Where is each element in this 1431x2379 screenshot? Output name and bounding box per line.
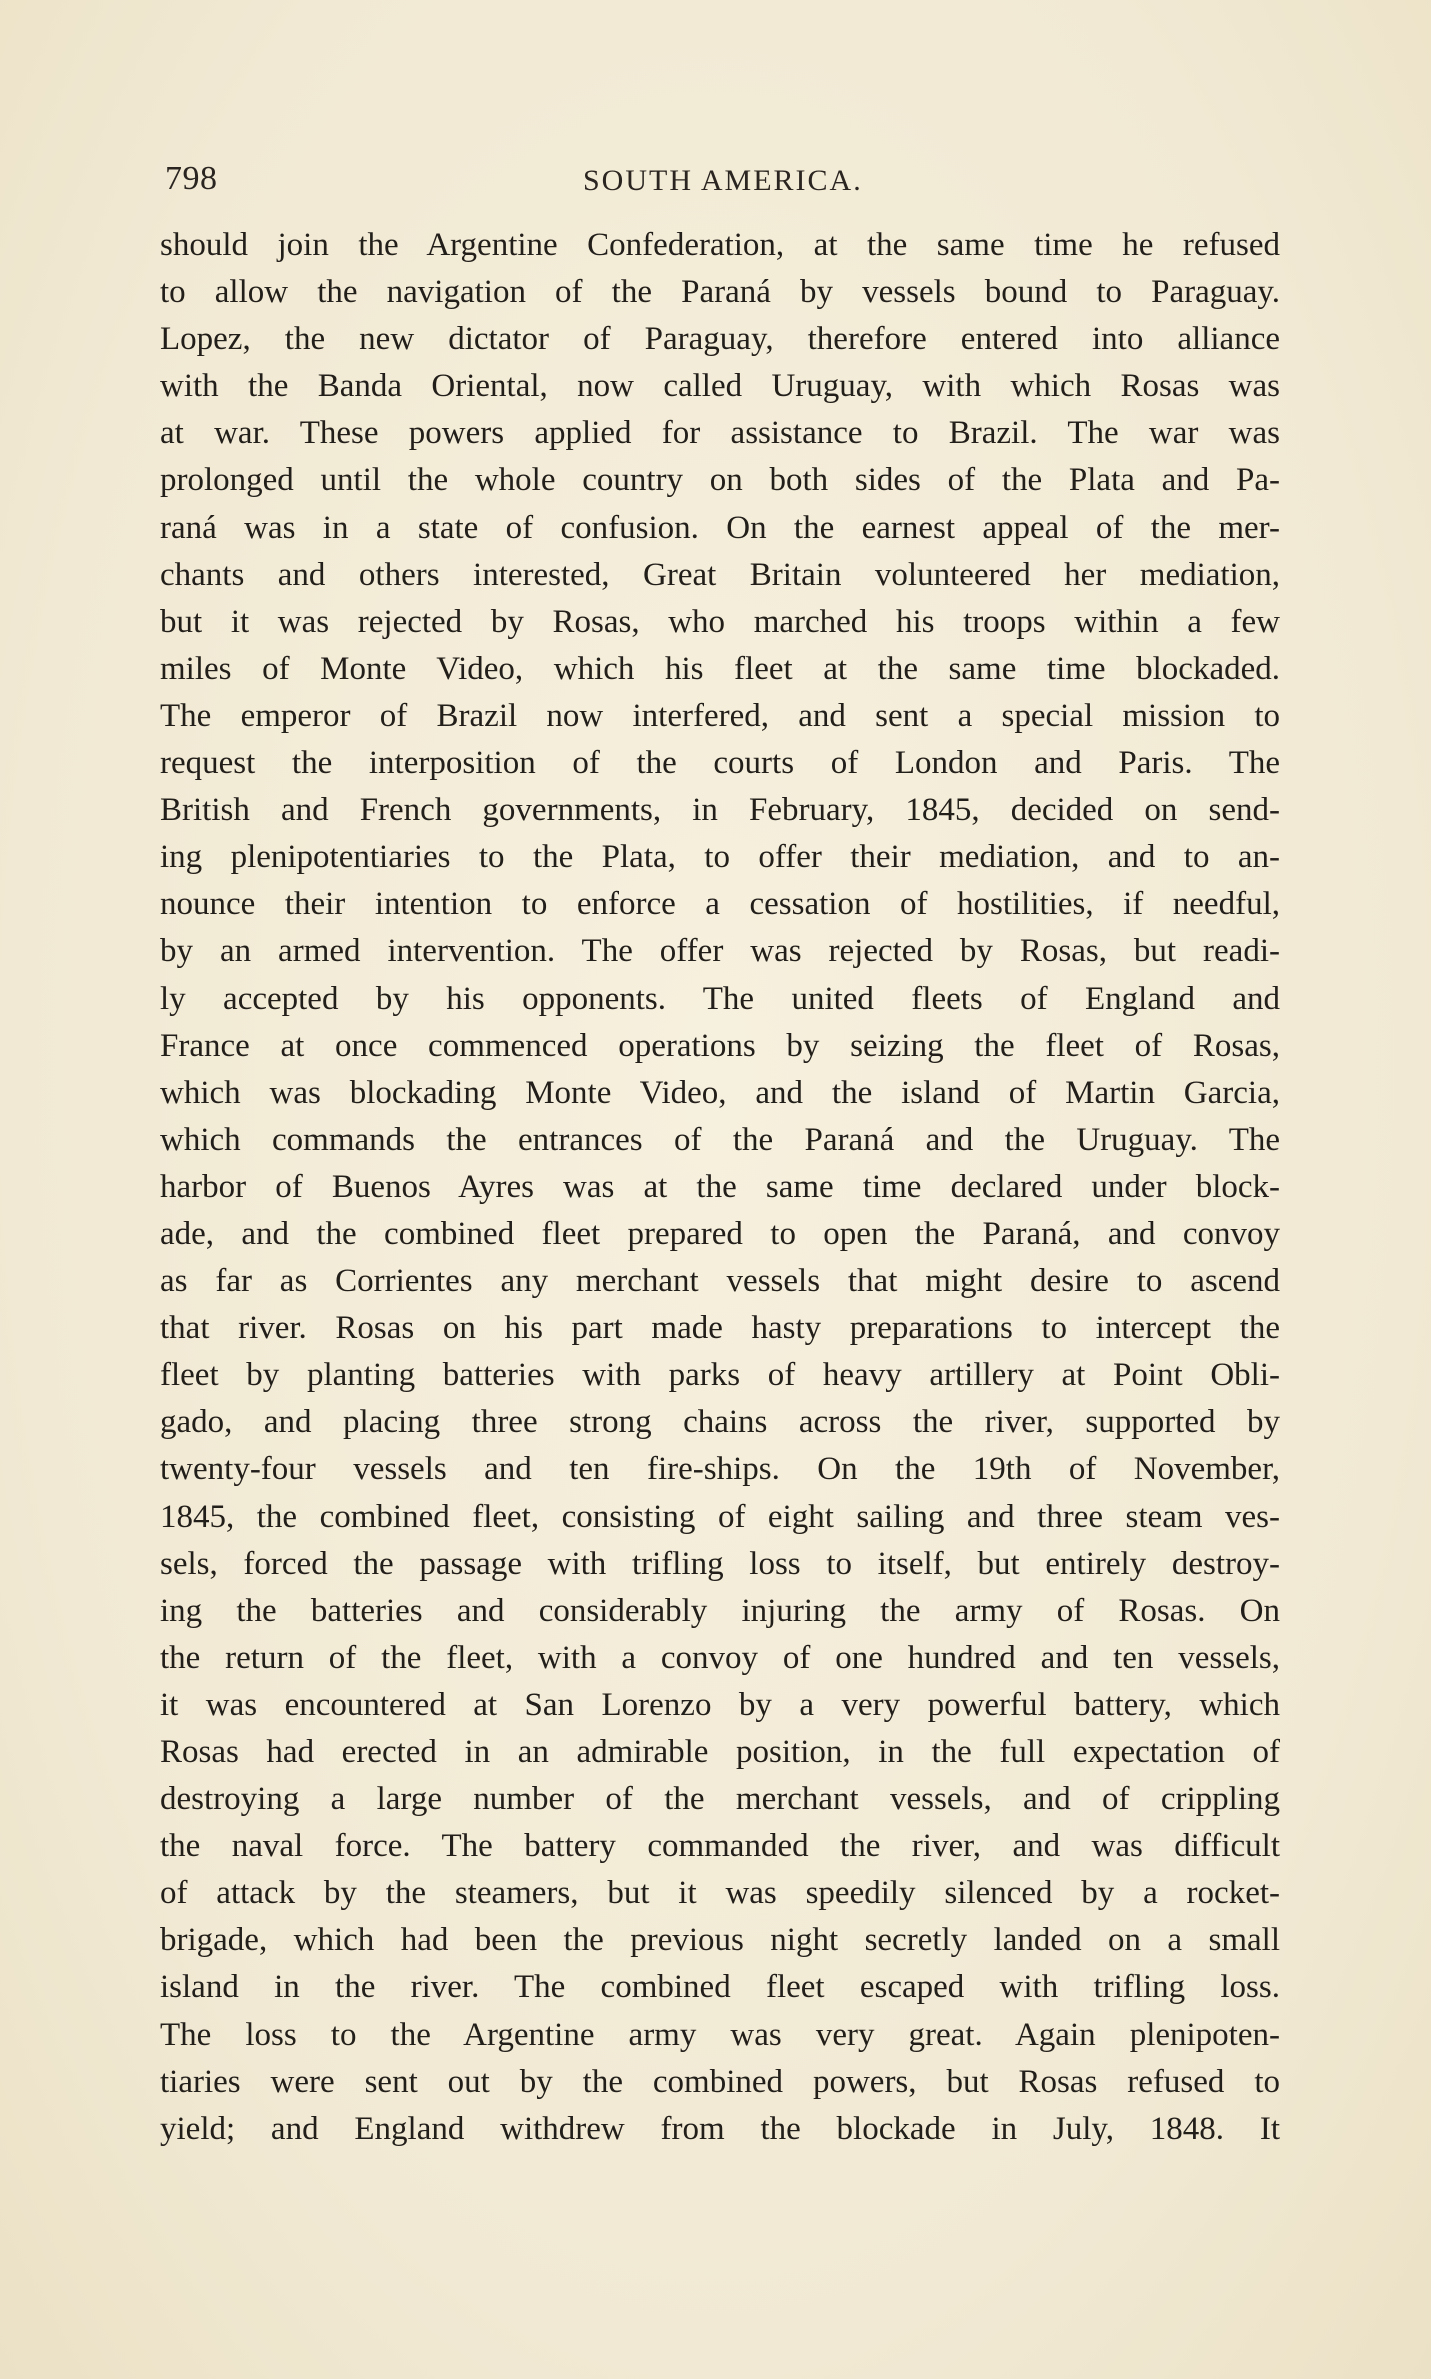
text-line: Rosas had erected in an admirable position, in the full expectation of bbox=[160, 1734, 1280, 1770]
text-line: harbor of Buenos Ayres was at the same time declared under block- bbox=[160, 1168, 1280, 1205]
text-line: miles of Monte Video, which his fleet at the same time blockaded. bbox=[160, 650, 1280, 687]
text-line: prolonged until the whole country on both sides of the Plata and Pa- bbox=[160, 462, 1280, 499]
body-paragraph bbox=[160, 222, 1280, 2153]
text-line: ly accepted by his opponents. The united fleets of England and bbox=[160, 980, 1280, 1017]
text-line: the return of the fleet, with a convoy of one hundred and ten vessels, bbox=[160, 1639, 1280, 1676]
text-line: request the interposition of the courts of London and Paris. The bbox=[160, 745, 1280, 782]
text-line: chants and others interested, Great Britain volunteered her mediation, bbox=[160, 556, 1280, 593]
text-line: British and French governments, in February, 1845, decided on send- bbox=[160, 792, 1280, 829]
text-line: but it was rejected by Rosas, who marched his troops within a few bbox=[160, 603, 1280, 640]
text-line: nounce their intention to enforce a cessation of hostilities, if needful, bbox=[160, 886, 1280, 923]
text-line: destroying a large number of the merchant vessels, and of crippling bbox=[160, 1781, 1280, 1818]
text-line: to allow the navigation of the Paraná by vessels bound to Paraguay. bbox=[160, 274, 1280, 311]
text-line: which was blockading Monte Video, and the island of Martin Garcia, bbox=[160, 1074, 1280, 1111]
text-line: ade, and the combined fleet prepared to open the Paraná, and convoy bbox=[160, 1215, 1280, 1252]
text-line: of attack by the steamers, but it was speedily silenced by a rocket- bbox=[160, 1875, 1280, 1912]
text-line: sels, forced the passage with trifling loss to itself, but entirely destroy- bbox=[160, 1545, 1280, 1582]
text-line: should join the Argentine Confederation, at the same time he refused bbox=[160, 227, 1280, 263]
text-line: gado, and placing three strong chains across the river, supported by bbox=[160, 1404, 1280, 1441]
text-line: at war. These powers applied for assistance to Brazil. The war was bbox=[160, 415, 1280, 452]
text-line: ing plenipotentiaries to the Plata, to offer their mediation, and to an- bbox=[160, 839, 1280, 876]
text-line: island in the river. The combined fleet escaped with trifling loss. bbox=[160, 1969, 1280, 2006]
text-line: ing the batteries and considerably injuring the army of Rosas. On bbox=[160, 1592, 1280, 1629]
text-line: with the Banda Oriental, now called Uruguay, with which Rosas was bbox=[160, 368, 1280, 405]
text-line: brigade, which had been the previous night secretly landed on a small bbox=[160, 1922, 1280, 1959]
text-line: The loss to the Argentine army was very great. Again plenipoten- bbox=[160, 2016, 1280, 2053]
text-line: fleet by planting batteries with parks of heavy artillery at Point Obli- bbox=[160, 1357, 1280, 1394]
page-number: 798 bbox=[165, 160, 218, 197]
text-line: which commands the entrances of the Paraná and the Uruguay. The bbox=[160, 1121, 1280, 1158]
text-line: raná was in a state of confusion. On the earnest appeal of the mer- bbox=[160, 509, 1280, 546]
text-line: the naval force. The battery commanded the river, and was difficult bbox=[160, 1828, 1280, 1865]
text-line: The emperor of Brazil now interfered, and sent a special mission to bbox=[160, 697, 1280, 734]
running-head: SOUTH AMERICA. bbox=[583, 164, 863, 197]
text-line: as far as Corrientes any merchant vessels that might desire to ascend bbox=[160, 1263, 1280, 1300]
text-line: it was encountered at San Lorenzo by a very powerful battery, which bbox=[160, 1686, 1280, 1723]
text-line: by an armed intervention. The offer was rejected by Rosas, but readi- bbox=[160, 933, 1280, 970]
text-line: that river. Rosas on his part made hasty preparations to intercept the bbox=[160, 1310, 1280, 1347]
text-line: tiaries were sent out by the combined powers, but Rosas refused to bbox=[160, 2063, 1280, 2100]
text-line: yield; and England withdrew from the blockade in July, 1848. It bbox=[160, 2110, 1280, 2147]
text-line: France at once commenced operations by seizing the fleet of Rosas, bbox=[160, 1027, 1280, 1064]
text-line: Lopez, the new dictator of Paraguay, therefore entered into alliance bbox=[160, 321, 1280, 358]
page-header bbox=[165, 160, 1275, 210]
text-line: twenty-four vessels and ten fire-ships. On the 19th of November, bbox=[160, 1451, 1280, 1488]
text-line: 1845, the combined fleet, consisting of eight sailing and three steam ves- bbox=[160, 1498, 1280, 1535]
